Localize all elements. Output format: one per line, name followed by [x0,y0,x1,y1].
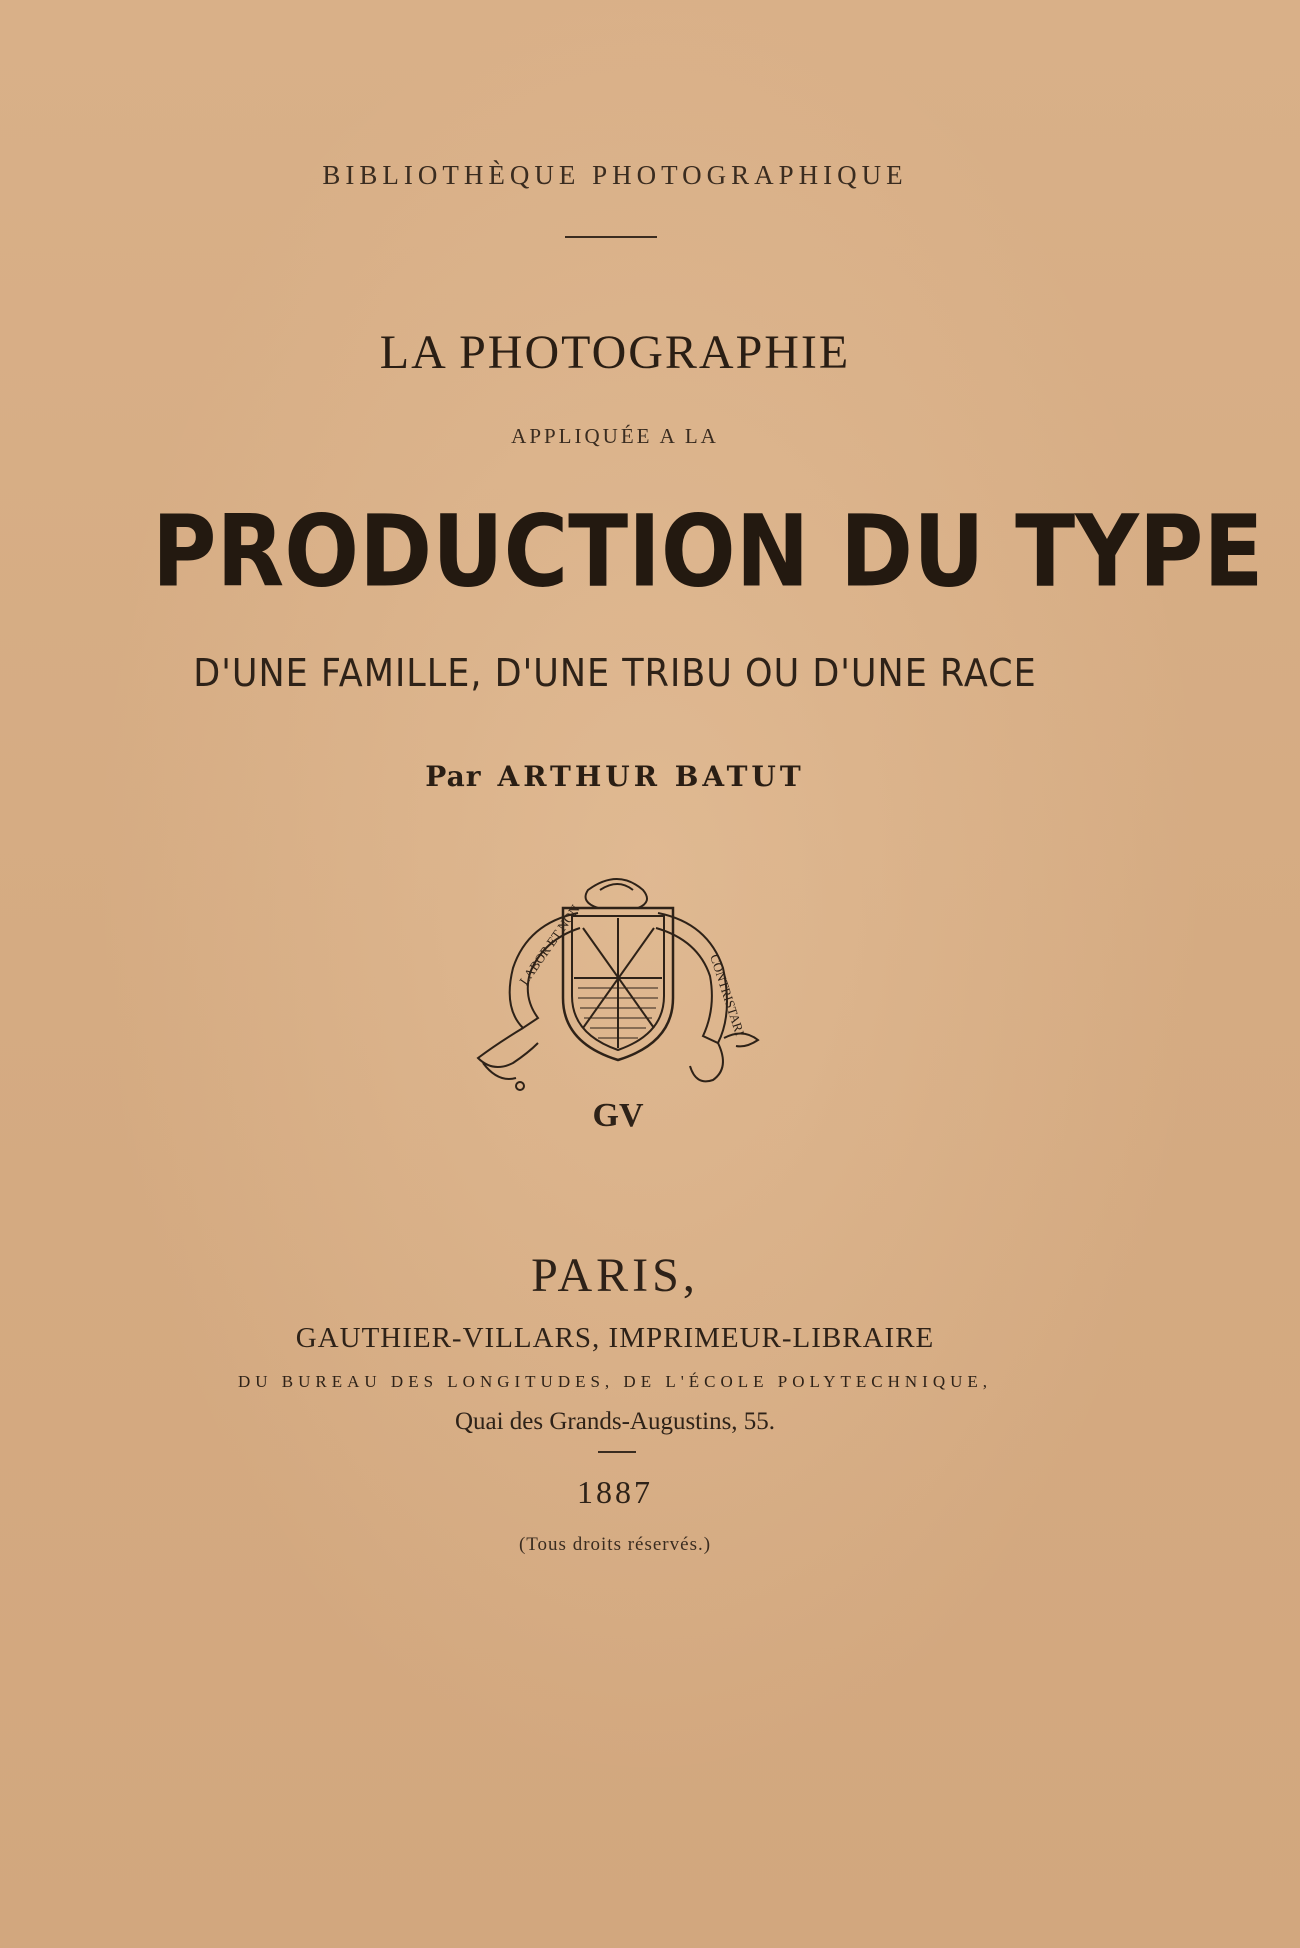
rights-notice: (Tous droits réservés.) [518,1534,712,1555]
imprint-publisher: GAUTHIER-VILLARS, IMPRIMEUR-LIBRAIRE [295,1322,935,1354]
imprint-address: Quai des Grands-Augustins, 55. [454,1408,776,1435]
imprint-year: 1887 [577,1474,653,1510]
divider-rule-bottom [598,1451,636,1453]
title-line-2: APPLIQUÉE A LA [511,424,719,448]
svg-text:CONTRISTARI: CONTRISTARI [707,952,748,1038]
imprint-city: PARIS, [531,1249,699,1302]
publisher-emblem-icon [468,868,768,1138]
divider-rule-top [565,236,657,238]
svg-text:GV: GV [592,1097,644,1134]
author-name: ARTHUR BATUT [497,760,805,793]
title-line-1: LA PHOTOGRAPHIE [379,326,851,379]
imprint-bureau: DU BUREAU DES LONGITUDES, DE L'ÉCOLE POLYTECHNIQUE, [237,1372,993,1391]
subtitle: D'UNE FAMILLE, D'UNE TRIBU OU D'UNE RACE [193,652,1037,696]
main-title: PRODUCTION DU TYPE [152,493,1264,610]
author-prefix: Par [425,760,482,793]
series-title: BIBLIOTHÈQUE PHOTOGRAPHIQUE [322,160,908,190]
svg-text:LABOR ET NON: LABOR ET NON [516,901,583,988]
author-line [0,760,1230,793]
